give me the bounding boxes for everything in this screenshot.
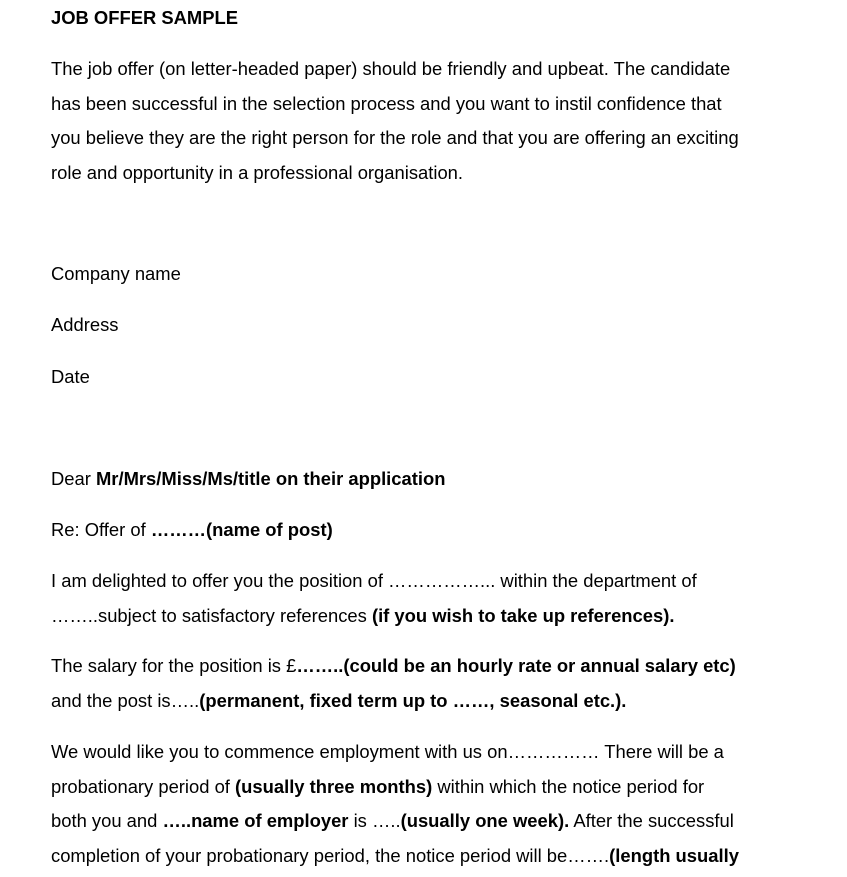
address-line xyxy=(51,308,841,343)
re-post-placeholder: ………(name of post) xyxy=(150,519,333,540)
commence-line-3-bold-b: (usually one week). xyxy=(400,810,570,831)
offer-line-2-bold: (if you wish to take up references). xyxy=(371,604,675,626)
commence-line-4-text: completion of your probationary period, the notice period will be……. xyxy=(51,844,610,866)
re-prefix: Re: Offer of xyxy=(51,519,151,540)
commence-line-3-bold-a: …..name of employer xyxy=(162,810,349,831)
date-line xyxy=(51,360,841,395)
salary-paragraph xyxy=(51,649,841,718)
document-title: JOB OFFER SAMPLE xyxy=(51,7,238,28)
address: Address xyxy=(51,314,119,335)
salary-line-1-bold: ……..(could be an hourly rate or annual salary etc) xyxy=(296,655,736,676)
commence-line-3-text-b: is ….. xyxy=(348,810,401,831)
date: Date xyxy=(51,366,90,387)
company-name: Company name xyxy=(51,263,181,284)
commence-line-2-text-a: probationary period of xyxy=(51,775,236,797)
commence-line-2-text-b: within which the notice period for xyxy=(432,775,705,797)
commence-line-4-bold: (length usually xyxy=(609,844,739,866)
salary-line-2-bold: (permanent, fixed term up to ……, seasonal etc.). xyxy=(199,689,627,711)
offer-line-1: I am delighted to offer you the position of ……………... within the department of xyxy=(51,570,697,591)
salutation-prefix: Dear xyxy=(51,468,96,489)
commence-line-1: We would like you to commence employment with us on…………… There will be a xyxy=(51,741,724,762)
intro-line: has been successful in the selection process and you want to instil confidence that xyxy=(51,92,722,114)
salutation-placeholder: Mr/Mrs/Miss/Ms/title on their application xyxy=(95,468,446,489)
commence-paragraph xyxy=(51,735,841,873)
salary-line-2-text: and the post is….. xyxy=(51,689,200,711)
offer-line-2-text: ……..subject to satisfactory references xyxy=(51,604,372,626)
commence-line-2-bold: (usually three months) xyxy=(235,775,433,797)
intro-line: The job offer (on letter-headed paper) should be friendly and upbeat. The candidate xyxy=(51,58,731,79)
commence-line-3-text-a: both you and xyxy=(51,810,163,831)
salary-line-1-text: The salary for the position is £ xyxy=(51,655,297,676)
intro-line: role and opportunity in a professional organisation. xyxy=(51,161,464,183)
salutation xyxy=(51,462,841,497)
company-name-line xyxy=(51,257,841,292)
commence-line-3-text-c: After the successful xyxy=(569,810,734,831)
offer-paragraph xyxy=(51,564,841,633)
re-line xyxy=(51,513,841,548)
intro-line: you believe they are the right person for the role and that you are offering an exciting xyxy=(51,127,739,148)
intro-paragraph xyxy=(51,52,841,190)
